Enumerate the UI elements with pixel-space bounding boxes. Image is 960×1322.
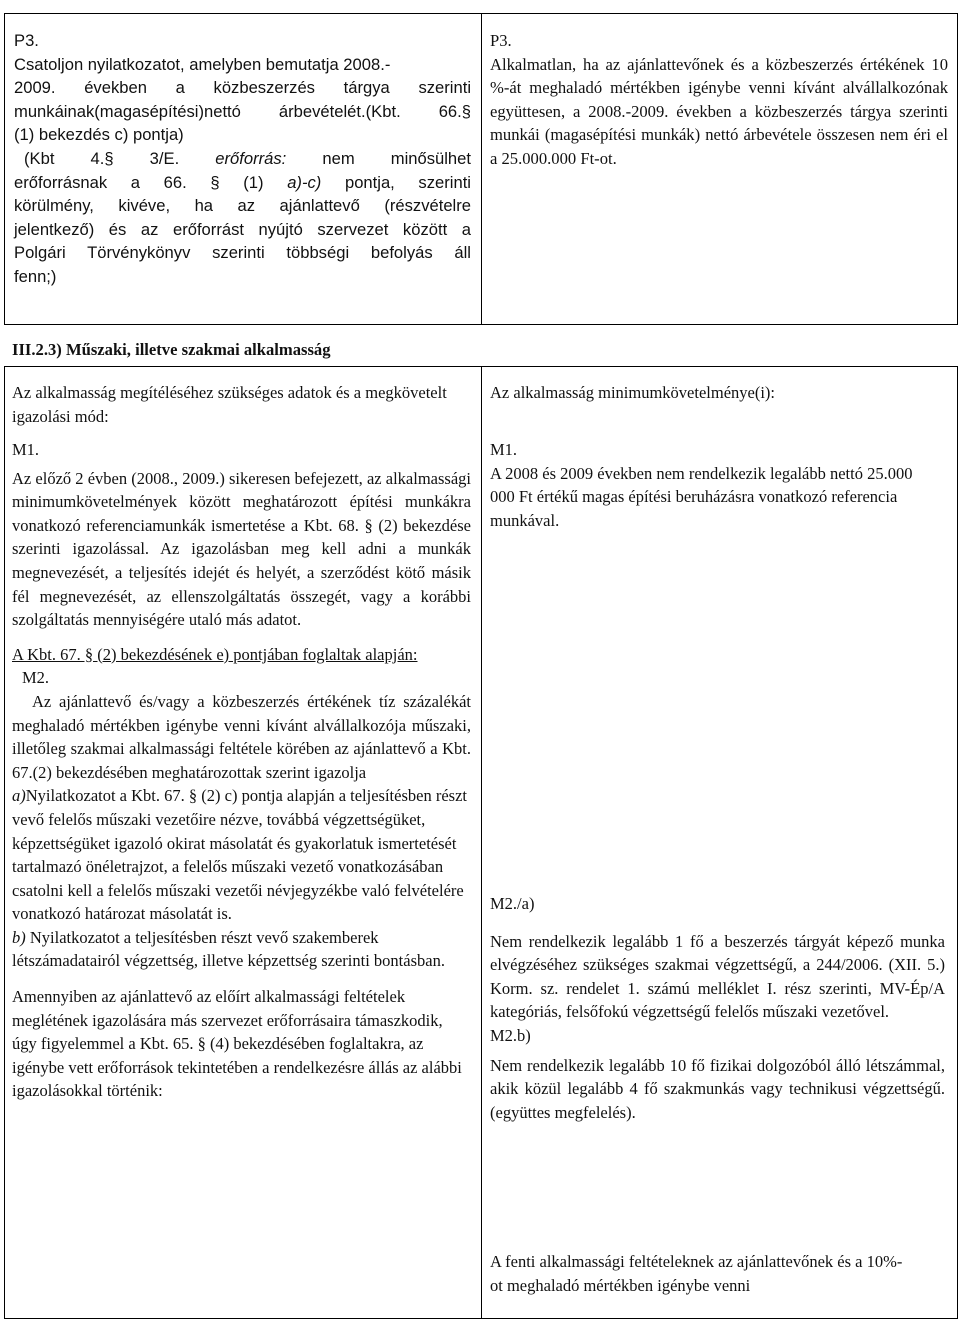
top-left-line: körülmény, kivéve, ha az ajánlattevő (részvételre xyxy=(14,196,471,216)
text-span: nem minősülhet xyxy=(286,148,471,168)
text-span: (Kbt 4.§ 3/E. xyxy=(24,148,216,168)
top-left-line: fenn;) xyxy=(14,266,57,286)
top-left-line xyxy=(14,147,471,171)
top-left-line: 2009. években a közbeszerzés tárgya szerinti xyxy=(14,78,471,98)
text-span-italic: a)-c) xyxy=(287,172,322,192)
right-column xyxy=(490,381,948,532)
top-left-line: munkáinak(magasépítési)nettó árbevételét.(Kbt. 66.§ xyxy=(14,101,471,121)
top-left-line xyxy=(14,171,471,195)
section-title: III.2.3) Műszaki, illetve szakmai alkalmasság xyxy=(12,340,331,359)
text-span: pontja, szerinti xyxy=(321,172,471,192)
m2-b-text: Nyilatkozatot a teljesítésben részt vevő szakemberek létszámadatairól végzettség, illetve képzettség szerinti bontásban. xyxy=(12,927,445,971)
top-left-line: jelentkező) és az erőforrást nyújtó szervezet között a xyxy=(14,219,471,239)
left-column xyxy=(12,381,471,1103)
m2-a-label: a) xyxy=(12,786,26,806)
m2-label: M2. xyxy=(22,668,50,688)
m2b-requirement: Nem rendelkezik legalább 10 fő fizikai dolgozóból álló létszámmal, akik közül legalább 4 fő szakmunkás vagy technikusi végzettségű. (együttes megfelelés). xyxy=(490,1055,945,1122)
m2-a-paragraph xyxy=(12,784,471,926)
left-column-header: Az alkalmasság megítéléséhez szükséges adatok és a megkövetelt igazolási mód: xyxy=(12,383,447,426)
m1-requirement: A 2008 és 2009 években nem rendelkezik legalább nettó 25.000 000 Ft értékű magas építési beruházásra vonatkozó referencia munkával. xyxy=(490,463,913,530)
right-closing xyxy=(490,1250,910,1297)
right-column-header: Az alkalmasság minimumkövetelménye(i): xyxy=(490,383,776,402)
m1-label: M1. xyxy=(12,440,40,459)
top-right-cell xyxy=(490,29,948,171)
kbt-reference: A Kbt. 67. § (2) bekezdésének e) pontjában foglaltak alapján: xyxy=(12,644,418,664)
right-closing-text: A fenti alkalmassági feltételeknek az ajánlattevőnek és a 10%-ot meghaladó mértékben igénybe venni xyxy=(490,1252,903,1295)
m2-b-paragraph xyxy=(12,926,471,973)
m1-text: Az előző 2 évben (2008., 2009.) sikeresen befejezett, az alkalmassági minimumkövetelmények között meghatározott építési munkákra vonatkozó referenciamunkák ismertetése a Kbt. 68. § (2) bekezdése szerinti igazolással. Az igazolásban meg kell adni a munkák megnevezését, a teljesítés idejét és helyét, a szerződést kötő másik fél megnevezését, az ellenszolgáltatás összegét, vagy a korábbi szolgáltatás mennyiségére utaló más adatot. xyxy=(12,468,471,630)
top-left-line: (1) bekezdés c) pontja) xyxy=(14,125,184,145)
top-table-divider xyxy=(481,13,482,325)
top-left-cell xyxy=(14,29,471,289)
m2-b-label: b) xyxy=(12,927,26,947)
text-span-italic: erőforrás: xyxy=(215,148,287,168)
m2a-block xyxy=(490,892,945,1124)
top-right-heading: P3. xyxy=(490,31,512,50)
top-left-heading: P3. xyxy=(14,31,39,50)
top-left-line: Csatoljon nyilatkozatot, amelyben bemutatja 2008.- xyxy=(14,54,391,74)
m2a-label: M2./a) xyxy=(490,894,535,913)
m2-a-text: Nyilatkozatot a Kbt. 67. § (2) c) pontja alapján a teljesítésben részt vevő felelős műszaki vezetőire nézve, továbbá végzettségüket, képzettségüket igazoló okirat másolatát és gyakorlatuk ismertetését tartalmazó önéletrajzot, a felelős műszaki vezető vonatkozásában csatolni kell a felelős műszaki vezetői névjegyzékbe való felvételére vonatkozó határozat másolatát is. xyxy=(12,786,467,924)
closing-text: Amennyiben az ajánlattevő az előírt alkalmassági feltételek meglétének igazolására más szervezet erőforrásaira támaszkodik, úgy figyelemmel a Kbt. 65. § (4) bekezdésében foglaltakra, az igénybe vett erőforrások tekintetében a rendelkezésre állás az alábbi igazolásokkal történik: xyxy=(12,987,462,1101)
top-right-text: Alkalmatlan, ha az ajánlattevőnek és a közbeszerzés értékének 10 %-át meghaladó mértékben igénybe venni kívánt alvállalkozónak együttesen, a 2008.-2009. években a közbeszerzés tárgya szerinti munkái (magasépítési munkák) nettó árbevétele összesen nem éri el a 25.000.000 Ft-ot. xyxy=(490,54,948,168)
m2b-label: M2.b) xyxy=(490,1025,531,1045)
text-span: erőforrásnak a 66. § (1) xyxy=(14,172,288,192)
m2a-requirement: Nem rendelkezik legalább 1 fő a beszerzés tárgyát képező munka elvégzéséhez szükséges szakmai végzettségű, a 244/2006. (XII. 5.) Korm. sz. rendelet 1. számú melléklet I. rész szerinti, MV-Ép/A kategóriás, felsőfokú végzettségű felelős műszaki vezetővel. xyxy=(490,931,945,1022)
m1-label: M1. xyxy=(490,440,518,459)
top-left-line: Polgári Törvénykönyv szerinti többségi befolyás áll xyxy=(14,243,471,263)
main-table-divider xyxy=(481,366,482,1319)
m2-text: Az ajánlattevő és/vagy a közbeszerzés értékének tíz százalékát meghaladó mértékben igénybe venni kívánt alvállalkozója műszaki, illetőleg szakmai alkalmassági feltétele körében az ajánlattevő a Kbt. 67.(2) bekezdésében meghatározottak szerint igazolja xyxy=(12,691,471,782)
